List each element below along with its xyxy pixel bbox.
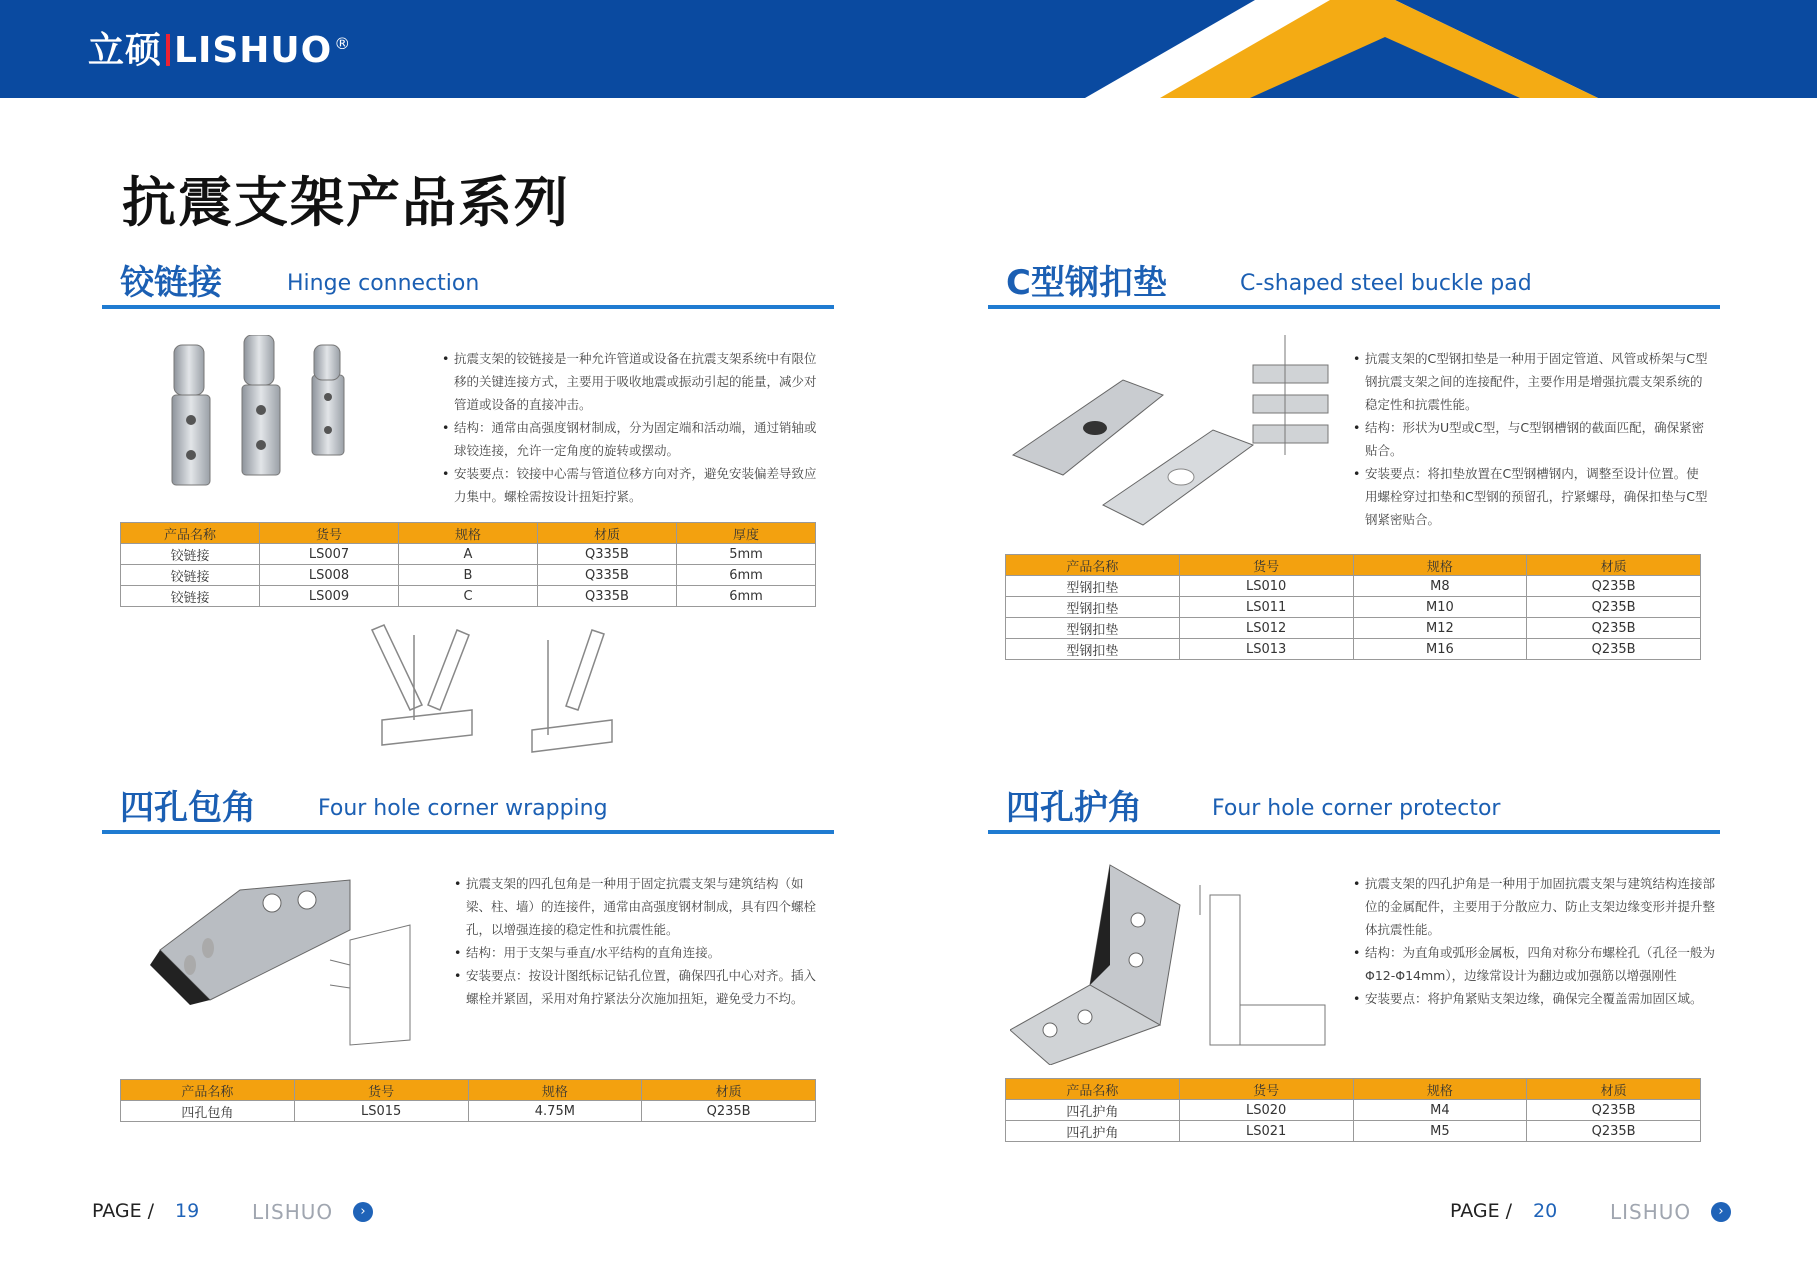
table-cell: C: [399, 586, 538, 607]
desc-item: • 结构：形状为U型或C型，与C型钢槽钢的截面匹配，确保紧密贴合。: [1353, 416, 1708, 462]
table-row: [121, 586, 816, 607]
table-row: [1006, 597, 1701, 618]
table-row: [121, 544, 816, 565]
hinge-product-image: [142, 335, 382, 505]
corner-protector-description: [1353, 872, 1718, 1010]
corner-wrapping-product-image: [150, 870, 470, 1050]
next-arrow-icon[interactable]: ›: [353, 1202, 373, 1222]
section-header: [102, 780, 834, 834]
table-cell: 铰链接: [121, 565, 260, 586]
section-header: [988, 780, 1720, 834]
section-title-en: Four hole corner wrapping: [318, 796, 608, 821]
col-header: 规格: [468, 1080, 642, 1101]
section-title-cn: 四孔护角: [1006, 788, 1142, 828]
desc-item: • 安装要点：将扣垫放置在C型钢槽钢内，调整至设计位置。使用螺栓穿过扣垫和C型钢的预留孔，拧紧螺母，确保扣垫与C型钢紧密贴合。: [1353, 462, 1708, 531]
footer-brand: LISHUO: [252, 1200, 334, 1224]
col-header: 货号: [260, 523, 399, 544]
col-header: 材质: [1527, 555, 1701, 576]
col-header: 产品名称: [121, 523, 260, 544]
table-row: [1006, 639, 1701, 660]
corner-protector-spec-table: [1005, 1078, 1701, 1142]
table-cell: 5mm: [677, 544, 816, 565]
footer-page-number: 19: [175, 1200, 200, 1222]
col-header: 产品名称: [121, 1080, 295, 1101]
table-cell: 型钢扣垫: [1006, 597, 1180, 618]
table-row: [121, 1101, 816, 1122]
col-header: 货号: [1179, 555, 1353, 576]
col-header: 货号: [1179, 1079, 1353, 1100]
table-cell: LS012: [1179, 618, 1353, 639]
table-cell: M5: [1353, 1121, 1527, 1142]
logo-cn-text: 立硕: [88, 30, 163, 71]
section-title-en: C-shaped steel buckle pad: [1240, 271, 1532, 296]
section-header: [102, 255, 834, 309]
table-cell: 型钢扣垫: [1006, 618, 1180, 639]
section-title-cn: 四孔包角: [120, 788, 256, 828]
table-cell: LS021: [1179, 1121, 1353, 1142]
table-cell: 型钢扣垫: [1006, 576, 1180, 597]
col-header: 产品名称: [1006, 1079, 1180, 1100]
table-cell: 四孔护角: [1006, 1100, 1180, 1121]
desc-item: • 抗震支架的四孔护角是一种用于加固抗震支架与建筑结构连接部位的金属配件，主要用于分散应力、防止支架边缘变形并提升整体抗震性能。: [1353, 872, 1718, 941]
table-cell: M16: [1353, 639, 1527, 660]
desc-item: • 安装要点：按设计图纸标记钻孔位置，确保四孔中心对齐。插入螺栓并紧固，采用对角拧紧法分次施加扭矩，避免受力不均。: [454, 964, 824, 1010]
section-c-pad: [988, 255, 1720, 675]
table-cell: Q335B: [538, 586, 677, 607]
section-title-en: Hinge connection: [287, 271, 480, 296]
c-pad-description: [1353, 347, 1708, 531]
table-cell: Q235B: [642, 1101, 816, 1122]
section-hinge: [102, 255, 834, 775]
desc-item: • 安装要点：将护角紧贴支架边缘，确保完全覆盖需加固区域。: [1353, 987, 1718, 1010]
header-band: [0, 0, 1817, 98]
table-cell: 6mm: [677, 586, 816, 607]
table-cell: Q235B: [1527, 576, 1701, 597]
logo-en-text: LISHUO: [174, 30, 333, 71]
corner-wrapping-description: [454, 872, 824, 1010]
footer-brand: LISHUO: [1610, 1200, 1692, 1224]
desc-item: • 抗震支架的C型钢扣垫是一种用于固定管道、风管或桥架与C型钢抗震支架之间的连接配件，主要作用是增强抗震支架系统的稳定性和抗震性能。: [1353, 347, 1708, 416]
table-cell: Q235B: [1527, 639, 1701, 660]
logo-divider: [166, 34, 170, 66]
desc-item: • 结构：用于支架与垂直/水平结构的直角连接。: [454, 941, 824, 964]
table-cell: LS007: [260, 544, 399, 565]
section-corner-wrapping: [102, 780, 834, 1130]
col-header: 材质: [1527, 1079, 1701, 1100]
next-arrow-icon[interactable]: ›: [1711, 1202, 1731, 1222]
hinge-description: [442, 347, 822, 508]
col-header: 材质: [538, 523, 677, 544]
table-row: [1006, 618, 1701, 639]
desc-item: • 结构：通常由高强度钢材制成，分为固定端和活动端，通过销轴或球铰连接，允许一定角度的旋转或摆动。: [442, 416, 822, 462]
table-cell: LS010: [1179, 576, 1353, 597]
table-row: [121, 565, 816, 586]
registered-mark: ®: [334, 34, 352, 53]
corner-wrapping-spec-table: [120, 1079, 816, 1122]
table-cell: A: [399, 544, 538, 565]
table-cell: Q235B: [1527, 1121, 1701, 1142]
table-cell: LS011: [1179, 597, 1353, 618]
table-cell: Q235B: [1527, 1100, 1701, 1121]
col-header: 厚度: [677, 523, 816, 544]
hinge-spec-table: [120, 522, 816, 607]
section-title-cn: C型钢扣垫: [1006, 263, 1167, 303]
desc-item: • 结构：为直角或弧形金属板，四角对称分布螺栓孔（孔径一般为Φ12-Φ14mm），边缘常设计为翻边或加强筋以增强刚性: [1353, 941, 1718, 987]
hinge-installation-diagram: [362, 620, 692, 770]
table-cell: 铰链接: [121, 544, 260, 565]
table-cell: M12: [1353, 618, 1527, 639]
page-title: 抗震支架产品系列: [122, 171, 570, 234]
table-cell: M8: [1353, 576, 1527, 597]
col-header: 规格: [399, 523, 538, 544]
footer-page-number: 20: [1533, 1200, 1558, 1222]
table-cell: LS009: [260, 586, 399, 607]
col-header: 规格: [1353, 555, 1527, 576]
footer-page-label: PAGE /: [92, 1200, 155, 1222]
table-row: [1006, 1100, 1701, 1121]
section-title-cn: 铰链接: [120, 263, 222, 303]
table-cell: M10: [1353, 597, 1527, 618]
brand-logo: [88, 22, 351, 73]
col-header: 产品名称: [1006, 555, 1180, 576]
table-cell: Q235B: [1527, 597, 1701, 618]
table-cell: LS013: [1179, 639, 1353, 660]
table-cell: LS020: [1179, 1100, 1353, 1121]
table-cell: 6mm: [677, 565, 816, 586]
col-header: 规格: [1353, 1079, 1527, 1100]
table-cell: B: [399, 565, 538, 586]
table-cell: 型钢扣垫: [1006, 639, 1180, 660]
table-cell: Q235B: [1527, 618, 1701, 639]
table-cell: Q335B: [538, 544, 677, 565]
desc-item: • 抗震支架的四孔包角是一种用于固定抗震支架与建筑结构（如梁、柱、墙）的连接件，通常由高强度钢材制成，具有四个螺栓孔，以增强连接的稳定性和抗震性能。: [454, 872, 824, 941]
table-cell: LS008: [260, 565, 399, 586]
corner-protector-product-image: [1010, 855, 1330, 1065]
table-cell: Q335B: [538, 565, 677, 586]
table-cell: 4.75M: [468, 1101, 642, 1122]
c-pad-product-image: [1003, 335, 1343, 535]
desc-item: • 抗震支架的铰链接是一种允许管道或设备在抗震支架系统中有限位移的关键连接方式，主要用于吸收地震或振动引起的能量，减少对管道或设备的直接冲击。: [442, 347, 822, 416]
section-header: [988, 255, 1720, 309]
table-cell: 四孔护角: [1006, 1121, 1180, 1142]
section-title-en: Four hole corner protector: [1212, 796, 1501, 821]
table-cell: 铰链接: [121, 586, 260, 607]
c-pad-spec-table: [1005, 554, 1701, 660]
col-header: 货号: [294, 1080, 468, 1101]
section-corner-protector: [988, 780, 1720, 1150]
table-cell: 四孔包角: [121, 1101, 295, 1122]
table-cell: M4: [1353, 1100, 1527, 1121]
table-row: [1006, 576, 1701, 597]
col-header: 材质: [642, 1080, 816, 1101]
footer-page-label: PAGE /: [1450, 1200, 1513, 1222]
desc-item: • 安装要点：铰接中心需与管道位移方向对齐，避免安装偏差导致应力集中。螺栓需按设计扭矩拧紧。: [442, 462, 822, 508]
table-cell: LS015: [294, 1101, 468, 1122]
table-row: [1006, 1121, 1701, 1142]
